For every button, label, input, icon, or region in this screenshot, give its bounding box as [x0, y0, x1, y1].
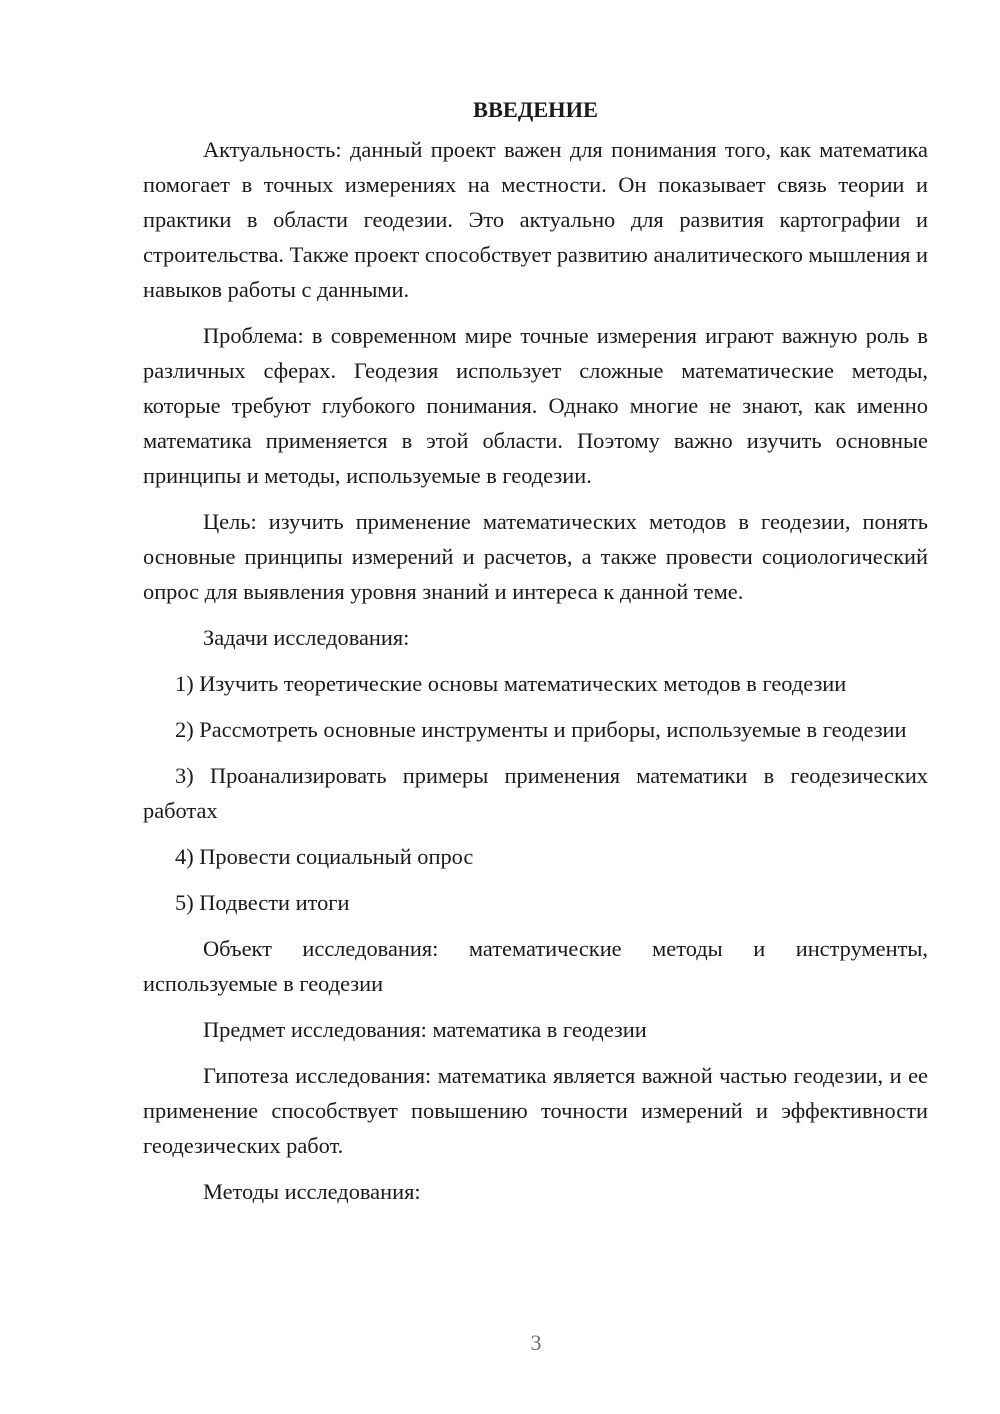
object-paragraph: Объект исследования: математические методы и инструменты, используемые в геодезии: [143, 936, 928, 996]
task-item-3: 3) Проанализировать примеры применения математики в геодезических работах: [143, 763, 928, 823]
subject-paragraph: Предмет исследования: математика в геодезии: [203, 1017, 647, 1042]
task-item-1: 1) Изучить теоретические основы математических методов в геодезии: [175, 671, 847, 696]
task-item-2: 2) Рассмотреть основные инструменты и приборы, используемые в геодезии: [175, 717, 907, 742]
problem-paragraph: Проблема: в современном мире точные измерения играют важную роль в различных сферах. Геодезия использует сложные математические методы, которые требуют глубокого понимания. Однако многие не знают, как именно математика применяется в этой области. Поэтому важно изучить основные принципы и методы, используемые в геодезии.: [143, 323, 928, 488]
page-title: ВВЕДЕНИЕ: [473, 97, 598, 122]
relevance-paragraph: Актуальность: данный проект важен для понимания того, как математика помогает в точных измерениях на местности. Он показывает связь теории и практики в области геодезии. Это актуально для развития картографии и строительства. Также проект способствует развитию аналитического мышления и навыков работы с данными.: [143, 137, 928, 302]
methods-heading: Методы исследования:: [203, 1179, 421, 1204]
task-item-5: 5) Подвести итоги: [175, 890, 350, 915]
page-number: 3: [530, 1330, 542, 1355]
tasks-heading: Задачи исследования:: [203, 625, 410, 650]
hypothesis-paragraph: Гипотеза исследования: математика является важной частью геодезии, и ее применение способствует повышению точности измерений и эффективности геодезических работ.: [143, 1063, 928, 1158]
task-item-4: 4) Провести социальный опрос: [175, 844, 474, 869]
document-page: [143, 92, 928, 1220]
goal-paragraph: Цель: изучить применение математических методов в геодезии, понять основные принципы измерений и расчетов, а также провести социологический опрос для выявления уровня знаний и интереса к данной теме.: [143, 509, 928, 604]
